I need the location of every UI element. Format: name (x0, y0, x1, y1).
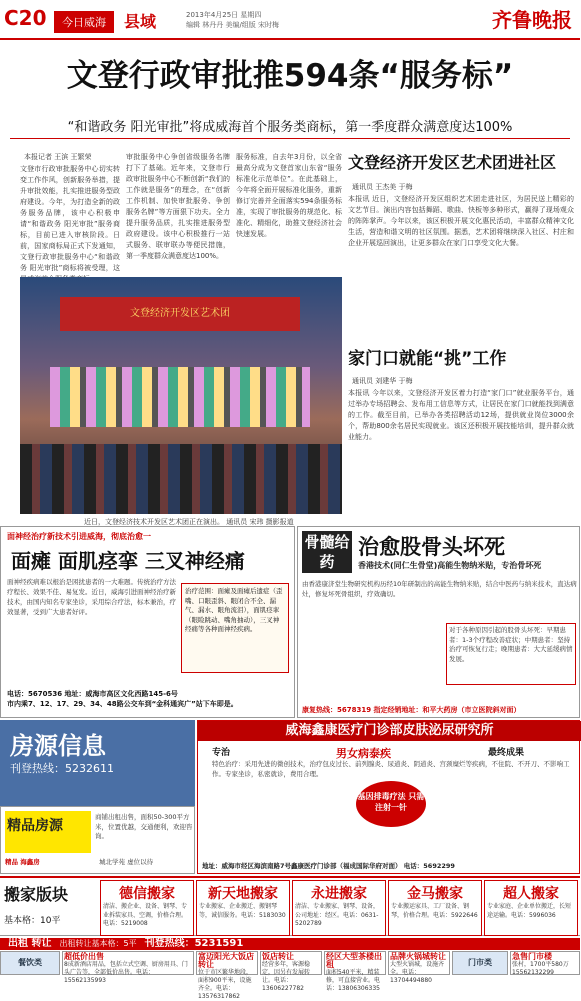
rental-ad (388, 951, 450, 984)
main-article-col2: 审批服务中心争创省级服务名牌打下了基础。近年来，文登市行政审批服务中心不断创新“我们的工作就是服务”的理念，在“创新工作机制、加快审批服务、争创服务名牌”等方面狠下功夫。全力提升服务品质，扎实推进服务型政府建设。该中心积极推行一站式服务、联审联办等便民措施，第一季度群众满意度达100%。 (126, 153, 230, 260)
article-body-art-troupe: 本报讯 近日，文登经济开发区组织艺术团走进社区，为居民送上精彩的文艺节目。演出内容包括舞蹈、歌曲、快板等多种形式，赢得了现场观众的阵阵掌声。今年以来，该区积极开展文化惠民活动，丰富群众精神文化生活，营造和谐文明的社区氛围。据悉，艺术团将继续深入社区、村庄和企业开展巡回演出，让更多群众在家门口享受文化大餐。 (348, 195, 574, 247)
mover-desc: 清洁、搬企业、设备、钢琴、专业拆装家具、空调，价格合理。电话：5219008 (103, 903, 188, 927)
rental-ad (260, 951, 322, 992)
clinic-banner: 威海鑫康医疗门诊部皮肤泌尿研究所 (198, 721, 581, 741)
realestate-title: 房源信息 (10, 732, 106, 760)
movers-heading (0, 878, 98, 938)
mover-name: 德信搬家 (119, 886, 175, 902)
main-byline: 本报记者 王滨 王繁荣 (24, 153, 92, 161)
listing-brand: 精品 海鑫房 (5, 858, 40, 866)
mover-ad (196, 880, 290, 936)
clinic-label-result: 最终成果 (488, 748, 525, 758)
rental-ad (196, 951, 258, 1000)
article-byline-art-troupe: 通讯员 王杰美 于梅 (352, 183, 413, 191)
rental-ad-title: 饭店转让 (262, 952, 294, 961)
rental-ad-title: 品牌火锅城转让 (390, 952, 446, 961)
mover-desc: 专业搬家、企业搬迁、搬钢琴等，诚信服务。电话：5183030 (199, 903, 286, 919)
mover-name: 超人搬家 (503, 886, 559, 902)
audience (20, 444, 342, 514)
listing-vacancy: 城北学苑 虚位以待 (99, 858, 154, 866)
rental-ad-title: 经区大型茶楼出租 (326, 952, 382, 969)
photo-caption: 近日，文登经济技术开发区艺术团正在演出。 通讯员 宋玮 摄影报道 (84, 518, 294, 526)
ad-phone: 电话：5670536 地址：威海市高区文化西路145-6号 (7, 690, 178, 698)
dancers (50, 367, 310, 427)
ad-tag: 骨髓给药 (302, 531, 352, 573)
mover-ad (388, 880, 482, 936)
section-label: 今日威海 (54, 11, 114, 33)
ad-subtitle: 香港技术(同仁生骨堂)高能生物纳米贴，专治骨坏死 (358, 561, 542, 570)
article-title-jobs: 家门口就能“挑”工作 (348, 349, 507, 369)
county-label: 县域 (124, 12, 157, 31)
article-body-jobs: 本报讯 今年以来，文登经济开发区着力打造“家门口”就业服务平台，通过举办专场招聘会、发布用工信息等方式，让居民在家门口就能找到满意的工作。截至目前，已举办各类招聘活动12场，提供就业岗位3000余个，帮助800余名居民实现就业。该区还积极开展技能培训，提升群众就业能力。 (348, 389, 574, 441)
movers-size: 基本格：10平 (4, 916, 61, 926)
rental-ad (324, 951, 386, 992)
rental-ad-title: 富迈阳光大饭店转让 (198, 952, 254, 969)
ad-facial-nerve (0, 526, 295, 718)
rental-ad-title: 急售门市楼 (512, 952, 552, 961)
rental-ad (62, 951, 194, 984)
clinic-label-disease: 男女病泰疾 (336, 747, 391, 760)
movers-title: 搬家版块 (4, 885, 69, 904)
edition-editors: 编辑 林丹丹 美编/组版 宋时梅 (186, 21, 280, 29)
rental-ad-text: 位于市区繁华地段，面积900平米，设施齐全。电话：13576317862 (198, 969, 253, 1000)
main-subheadline: “和谐政务 阳光审批”将成威海首个服务类商标，第一季度群众满意度达100% (67, 120, 513, 135)
rental-ad-title: 超低价出售 (64, 952, 104, 961)
rental-ad-text: 张村，1700平580万 15562132299 (512, 961, 569, 976)
mover-desc: 清洁、专业搬家、钢琴、设备，公司地址：经区。电话：0631-5202789 (295, 903, 380, 927)
rental-ad-text: 大型火锅城，设施齐全。电话：13704494880 (390, 961, 445, 984)
realestate-hotline: 刊登热线：5232611 (10, 762, 114, 775)
main-article-col1: 文登市行政审批服务中心切实转变工作作风，创新服务举措，提升审批效能，扎实推进服务型政府建设。今年，为打造全新的政务服务品牌，该中心积极申请“和谐政务 阳光审批”服务商标，目前已进入审核阶段。日前，国家商标局正式下发通知，文登行政审批服务中心“和谐政务 阳光审批”商标将被受理，这 (20, 165, 120, 272)
mover-name: 金马搬家 (407, 886, 463, 902)
article-byline-jobs: 通讯员 刘建华 于梅 (352, 377, 413, 385)
page-number: C20 (4, 6, 47, 30)
ad-treatment-box: 治疗范围：面瘫及面瘫后遗症（歪嘴、口眼歪斜、眼闭合不全、漏气、漏水、眼角流泪），面肌痉挛（眼睑跳动、嘴角抽动），三叉神经痛等各种面神经疾病。 (181, 583, 289, 673)
ad-title: 面瘫 面肌痉挛 三叉神经痛 (11, 549, 245, 573)
listing-text: 商铺出租出售，面积50-300平方米，位置优越，交通便利，欢迎咨询。 (95, 813, 193, 840)
clinic-label-specialty: 专治 (212, 748, 231, 758)
main-article-col3: 服务标准，自去年3月份，以全省最高分成为文登首家山东省“服务标准化示范单位”。在此基础上，今年将全面开展标准化服务，重新修订完善并全面落实594条服务标准，实现了审批服务的规范化、标准化、精细化，助推文登经济社会快速发展。 (236, 153, 342, 238)
rental-ad-text: 面积540平米，精装修，可直接营业。电话：13806306335 (326, 969, 381, 992)
main-headline: 文登行政审批推594条“服务标” (66, 58, 514, 94)
mover-name: 永进搬家 (311, 886, 367, 902)
newspaper-logo: 齐鲁晚报 (492, 8, 572, 32)
rental-size: 出租转让基本格：5平 (59, 939, 137, 948)
mover-name: 新天地搬家 (208, 886, 278, 902)
ad-treatment-table: 对于各种原因引起的股骨头坏死：早期患者：1-3个疗程改善症状；中期患者：坚持治疗可恢复行走；晚期患者：大大延缓病情发展。 (446, 623, 576, 685)
edition-date: 2013年4月25日 星期四 (186, 11, 262, 19)
rental-category (452, 951, 508, 975)
rental-category-label: 门市类 (468, 958, 492, 967)
rental-category-label: 餐饮类 (18, 958, 42, 967)
realestate-listing (0, 806, 195, 874)
rental-ad (510, 951, 580, 975)
ad-body: 面神经疾病难以根治是困扰患者的一大难题。传统治疗方法疗程长、效果不佳、易复发。近日，威海引进面神经治疗新技术，由国内知名专家坐诊，采用综合疗法，标本兼治，疗效显著，受到广大患者好评。 (7, 578, 176, 616)
ad-hotline: 康复热线：5678319 指定经销地址：和平大药房（市立医院斜对面） (302, 706, 521, 714)
article-title-art-troupe: 文登经济开发区艺术团进社区 (348, 153, 557, 172)
mover-ad (292, 880, 386, 936)
rental-ad-text: 8成新酒店用品，包括立式空调、厨房用具、门头广告等，全部低价出售。电话：15562135993 (64, 961, 188, 984)
clinic-burst: 基因排毒疗法 只需注射一针 (356, 781, 426, 827)
mover-ad (484, 880, 578, 936)
rental-hotline: 刊登热线：5231591 (144, 938, 244, 949)
rental-category (0, 951, 60, 975)
ad-bus-info: 市内乘7、12、17、29、34、48路公交车到“金科通宾广”站下车即是。 (7, 700, 238, 708)
clinic-body: 特色治疗：采用先进的微创技术，治疗包皮过长、前列腺炎、尿道炎、阴道炎、宫颈糜烂等疾病，不住院、不开刀、不影响工作。专家坐诊，私密就诊，费用合理。 (212, 760, 570, 778)
clinic-address: 地址：威海市经区海滨南路7号鑫康医疗门诊部（福成国际华府对面） 电话：5692299 (202, 862, 455, 870)
ad-femoral-head (297, 526, 580, 718)
mover-ad (100, 880, 194, 936)
rental-section (0, 938, 580, 1000)
realestate-banner (0, 720, 195, 806)
rental-title: 出租 转让 (8, 938, 52, 949)
rental-ad-text: 经营多年，客源稳定，因另有发展转让。电话：13606227782 (262, 961, 311, 992)
page-header (0, 0, 580, 40)
ad-clinic (197, 720, 580, 874)
ad-info: 由香港康济堂生物研究机构历经10年研制出的高能生物纳米贴，结合中医药与纳米技术，直达病灶，修复坏死骨组织，疗效确切。 (302, 580, 577, 598)
ad-contact (7, 689, 292, 709)
performance-photo (20, 277, 342, 514)
listing-label: 精品房源 (5, 811, 91, 853)
stage-banner: 文登经济开发区艺术团 (60, 297, 300, 331)
ad-title: 治愈股骨头坏死 (358, 535, 505, 559)
divider (10, 138, 570, 139)
ad-kicker: 面神经治疗新技术引进威海，彻底治愈一 (7, 532, 151, 541)
movers-section (0, 876, 580, 936)
rental-bar (0, 938, 580, 950)
mover-desc: 专业家庭、企业单位搬迁，长短途运输。电话：5996036 (487, 903, 572, 919)
mover-desc: 专业搬运家具、工厂设备、钢琴，价格合理。电话：5922646 (391, 903, 478, 919)
edition-info (186, 10, 279, 30)
